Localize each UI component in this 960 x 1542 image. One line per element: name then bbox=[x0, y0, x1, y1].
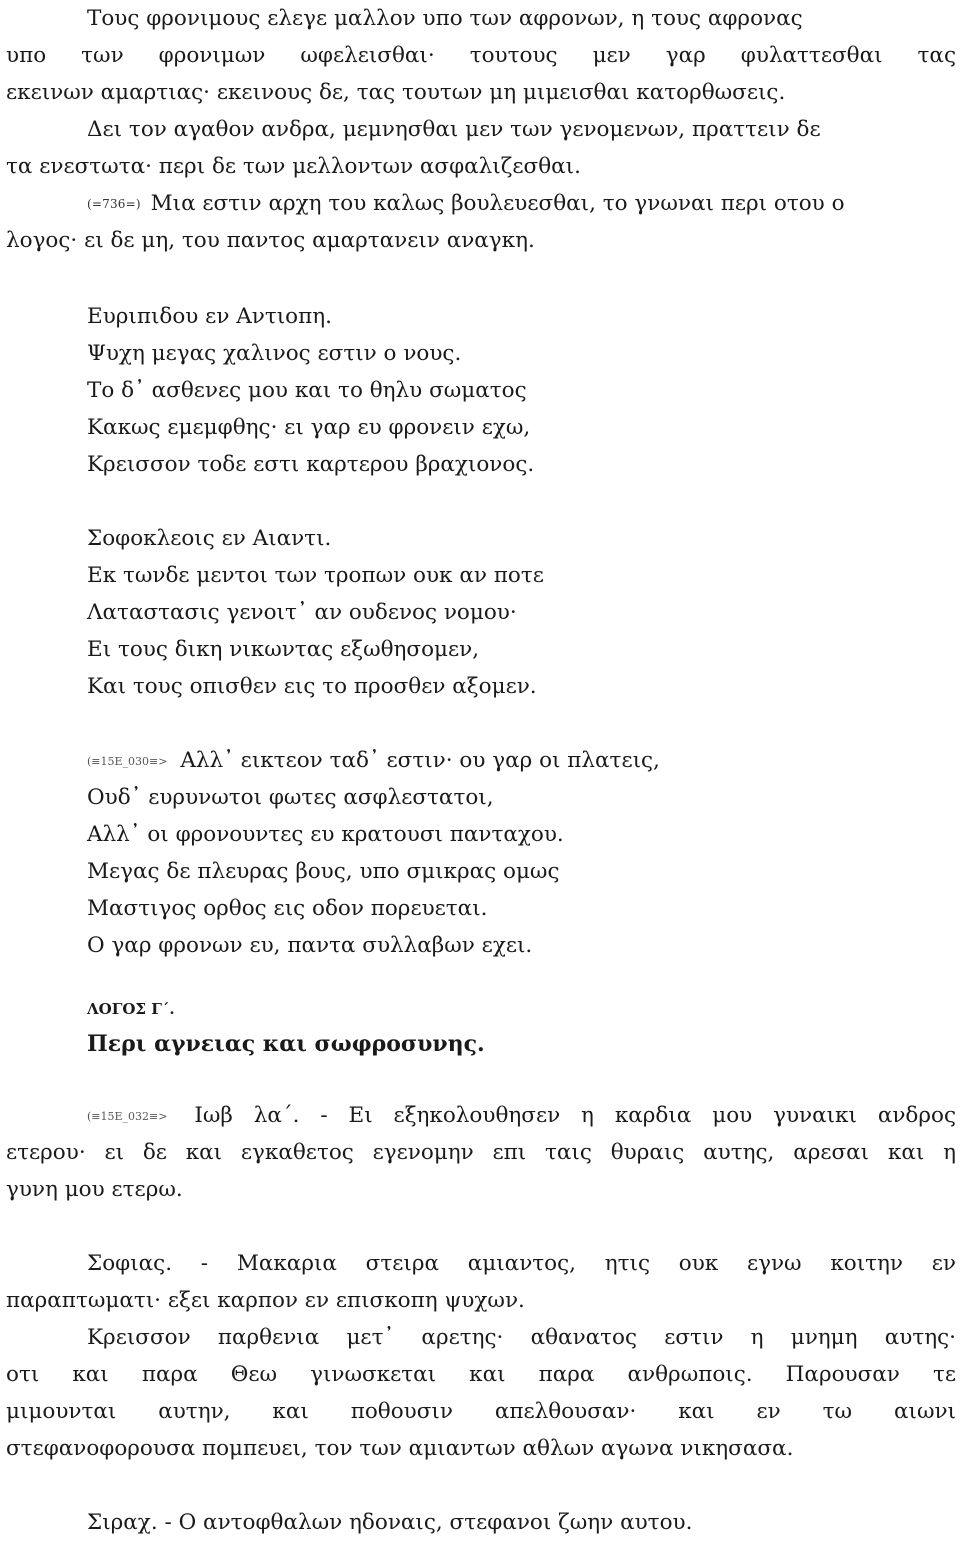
text-line: εκεινων αμαρτιας· εκεινους δε, τας τουτων μη μιμεισθαι κατορθωσεις. bbox=[6, 80, 786, 105]
chapter-number: ΛΟΓΟΣ Γ΄. bbox=[87, 1000, 175, 1018]
text-line: γυνη μου ετερω. bbox=[6, 1177, 183, 1202]
text-line: οτι και παρα Θεω γινωσκεται και παρα ανθρωποις. Παρουσαν τε bbox=[6, 1362, 956, 1387]
verse-line: Ψυχη μεγας χαλινος εστιν ο νους. bbox=[87, 341, 462, 366]
verse-line: Ουδ᾽ ευρυνωτοι φωτες ασφλεστατοι, bbox=[87, 785, 494, 810]
verse-line: Και τους οπισθεν εις το προσθεν αξομεν. bbox=[87, 674, 537, 699]
text-span: Ιωβ λα΄. - Ει εξηκολουθησεν η καρδια μου γυναικι ανδρος bbox=[194, 1103, 956, 1128]
text-line: ετερου· ει δε και εγκαθετος εγενομην επι ταις θυραις αυτης, αρεσαι και η bbox=[6, 1140, 956, 1165]
text-span: Αλλ᾽ εικτεον ταδ᾽ εστιν· ου γαρ οι πλατεις, bbox=[180, 748, 660, 773]
verse-line: Εκ τωνδε μεντοι των τροπων ουκ αν ποτε bbox=[87, 563, 544, 588]
text-span: Μια εστιν αρχη του καλως βουλευεσθαι, το γνωναι περι οτου ο bbox=[150, 191, 845, 216]
reference-marker: (≡15E_030≡> bbox=[87, 755, 168, 768]
verse-line: Ο γαρ φρονων ευ, παντα συλλαβων εχει. bbox=[87, 933, 533, 958]
section-heading: Σοφοκλεοις εν Αιαντι. bbox=[87, 526, 332, 551]
verse-line: Μαστιγος ορθος εις οδον πορευεται. bbox=[87, 896, 488, 921]
verse-line: Κακως εμεμφθης· ει γαρ ευ φρονειν εχω, bbox=[87, 415, 531, 440]
text-line: υπο των φρονιμων ωφελεισθαι· τουτους μεν γαρ φυλαττεσθαι τας bbox=[6, 43, 956, 68]
verse-line: Λαταστασις γενοιτ᾽ αν ουδενος νομου· bbox=[87, 600, 517, 625]
text-line: στεφανοφορουσα πομπευει, τον των αμιαντων αθλων αγωνα νικησασα. bbox=[6, 1436, 794, 1461]
text-line: Δει τον αγαθον ανδρα, μεμνησθαι μεν των γενομενων, πραττειν δε bbox=[87, 117, 821, 142]
verse-line: Κρεισσον τοδε εστι καρτερου βραχιονος. bbox=[87, 452, 535, 477]
chapter-title: Περι αγνειας και σωφροσυνης. bbox=[87, 1031, 485, 1057]
reference-marker: (≡15E_032≡> bbox=[87, 1110, 168, 1123]
verse-line bbox=[87, 742, 956, 780]
verse-line: Ει τους δικη νικωντας εξωθησομεν, bbox=[87, 637, 480, 662]
text-line: τα ενεστωτα· περι δε των μελλοντων ασφαλιζεσθαι. bbox=[6, 154, 581, 179]
section-heading: Ευριπιδου εν Αντιοπη. bbox=[87, 304, 332, 329]
verse-line: Το δ᾽ ασθενες μου και το θηλυ σωματος bbox=[87, 378, 527, 403]
text-line: Σιραχ. - Ο αντοφθαλων ηδοναις, στεφανοι ζωην αυτου. bbox=[87, 1510, 693, 1535]
text-line: μιμουνται αυτην, και ποθουσιν απελθουσαν· και εν τω αιωνι bbox=[6, 1399, 956, 1424]
text-line: λογος· ει δε μη, του παντος αμαρτανειν αναγκη. bbox=[6, 228, 535, 253]
text-line: Κρεισσον παρθενια μετ᾽ αρετης· αθανατος εστιν η μνημη αυτης· bbox=[87, 1325, 956, 1350]
text-line bbox=[87, 185, 956, 223]
verse-line: Αλλ᾽ οι φρονουντες ευ κρατουσι πανταχου. bbox=[87, 822, 564, 847]
verse-line: Μεγας δε πλευρας βους, υπο σμικρας ομως bbox=[87, 859, 560, 884]
reference-marker: (=736=) bbox=[87, 197, 141, 211]
text-line: παραπτωματι· εξει καρπον εν επισκοπη ψυχων. bbox=[6, 1288, 525, 1313]
text-line: Τους φρονιμους ελεγε μαλλον υπο των αφρονων, η τους αφρονας bbox=[87, 6, 803, 31]
text-line bbox=[87, 1097, 956, 1135]
text-line: Σοφιας. - Μακαρια στειρα αμιαντος, ητις ουκ εγνω κοιτην εν bbox=[87, 1251, 956, 1276]
